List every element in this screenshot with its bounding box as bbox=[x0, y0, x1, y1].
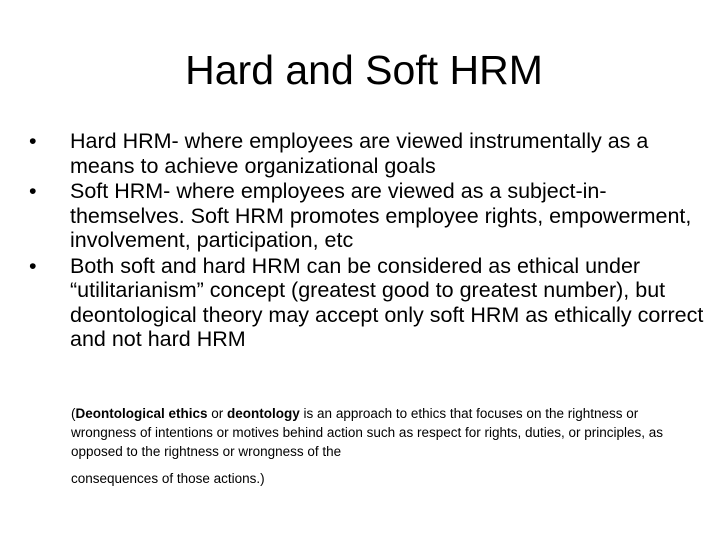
bullet-dot-icon: • bbox=[29, 253, 37, 278]
note-or: or bbox=[207, 406, 228, 421]
bullet-list bbox=[24, 129, 704, 353]
note-text-last: consequences of those actions.) bbox=[71, 471, 265, 486]
bullet-dot-icon: • bbox=[29, 179, 37, 203]
deontology-note bbox=[71, 404, 691, 488]
bullet-text: Hard HRM- where employees are viewed instrumentally as a means to achieve organizational goals bbox=[70, 129, 649, 178]
bullet-item-hard-hrm bbox=[24, 129, 704, 178]
note-text: is an approach to ethics that focuses on the rightness or wrongness of intentions or motives behind action such as respect for rights, duties, or principles, as opposed to the rightness or wrongness of the bbox=[71, 406, 664, 459]
bullet-text: Both soft and hard HRM can be considered as ethical under “utilitarianism” concept (greatest good to greatest number), but deontological theory may accept only soft HRM as ethically correct and not hard HRM bbox=[70, 253, 704, 351]
bullet-item-ethics bbox=[24, 254, 704, 352]
bullet-text: Soft HRM- where employees are viewed as a subject-in-themselves. Soft HRM promotes employee rights, empowerment, involvement, participation, etc bbox=[70, 179, 692, 252]
note-open-paren: ( bbox=[71, 406, 76, 421]
slide-title: Hard and Soft HRM bbox=[185, 47, 543, 93]
note-term-deontology: deontology bbox=[227, 406, 300, 421]
bullet-dot-icon: • bbox=[29, 129, 37, 153]
note-term-deontological-ethics: Deontological ethics bbox=[75, 406, 208, 421]
bullet-item-soft-hrm bbox=[24, 179, 704, 253]
